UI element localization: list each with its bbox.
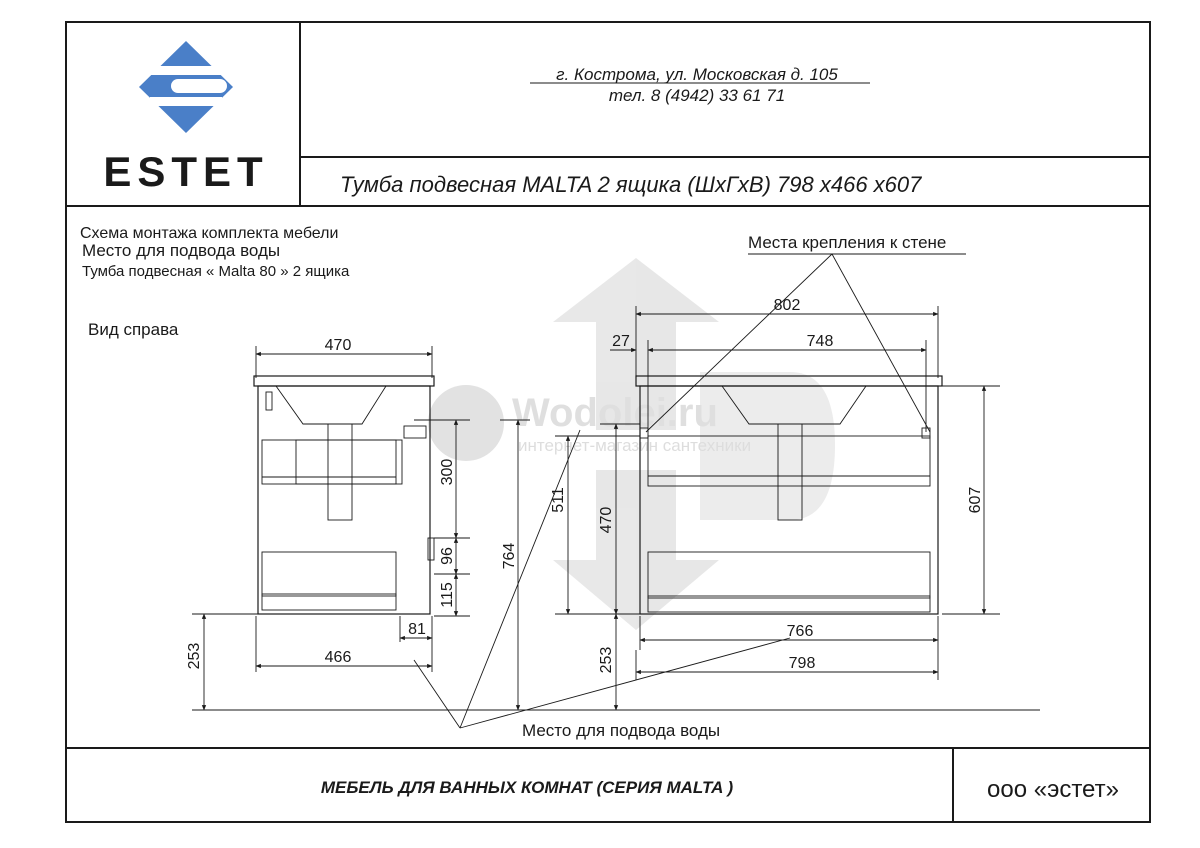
watermark-drop-icon [428,385,504,461]
dim-front-802: 802 [773,297,801,314]
dim-side-width-top: 470 [324,337,352,354]
phone-text: тел. 8 (4942) 33 61 71 [608,86,786,105]
dim-height-253-left: 253 [186,642,203,670]
dim-height-115: 115 [439,582,456,608]
dim-front-766: 766 [786,623,814,640]
dim-front-607: 607 [967,486,984,514]
watermark-tagline: интернет-магазин сантехники [518,436,752,455]
dim-height-96: 96 [439,547,456,565]
side-view-cabinet [254,376,434,614]
dim-height-764: 764 [501,542,518,570]
dim-height-511: 511 [550,487,567,513]
footer-series: МЕБЕЛЬ ДЛЯ ВАННЫХ КОМНАТ (СЕРИЯ MALTA ) [320,778,734,797]
label-water-supply-bottom: Место для подвода воды [522,721,721,740]
dim-front-27: 27 [612,333,630,350]
label-side-view: Вид справа [88,320,179,339]
dim-side-depth-bottom: 466 [324,649,352,666]
label-wall-mounts: Места крепления к стене [748,233,947,252]
watermark-name: Wodolei.ru [512,391,718,435]
footer-company: ооо «эстет» [987,776,1119,803]
product-title: Тумба подвесная MALTA 2 ящика (ШхГхВ) 798 х466 х607 [340,172,922,197]
note-cabinet-model: Тумба подвесная « Malta 80 » 2 ящика [82,263,350,280]
note-water-supply: Место для подвода воды [82,241,281,260]
dim-side-offset: 81 [408,621,426,638]
dim-height-470: 470 [598,506,615,534]
address-text: г. Кострома, ул. Московская д. 105 [556,65,838,84]
note-installation-scheme: Схема монтажа комплекта мебели [80,225,339,242]
estet-logo [103,41,268,195]
dim-height-253-right: 253 [598,646,615,674]
brand-name: ESTET [103,148,269,195]
dim-height-300: 300 [439,458,456,486]
dim-front-798: 798 [788,655,816,672]
dim-front-748: 748 [806,333,834,350]
